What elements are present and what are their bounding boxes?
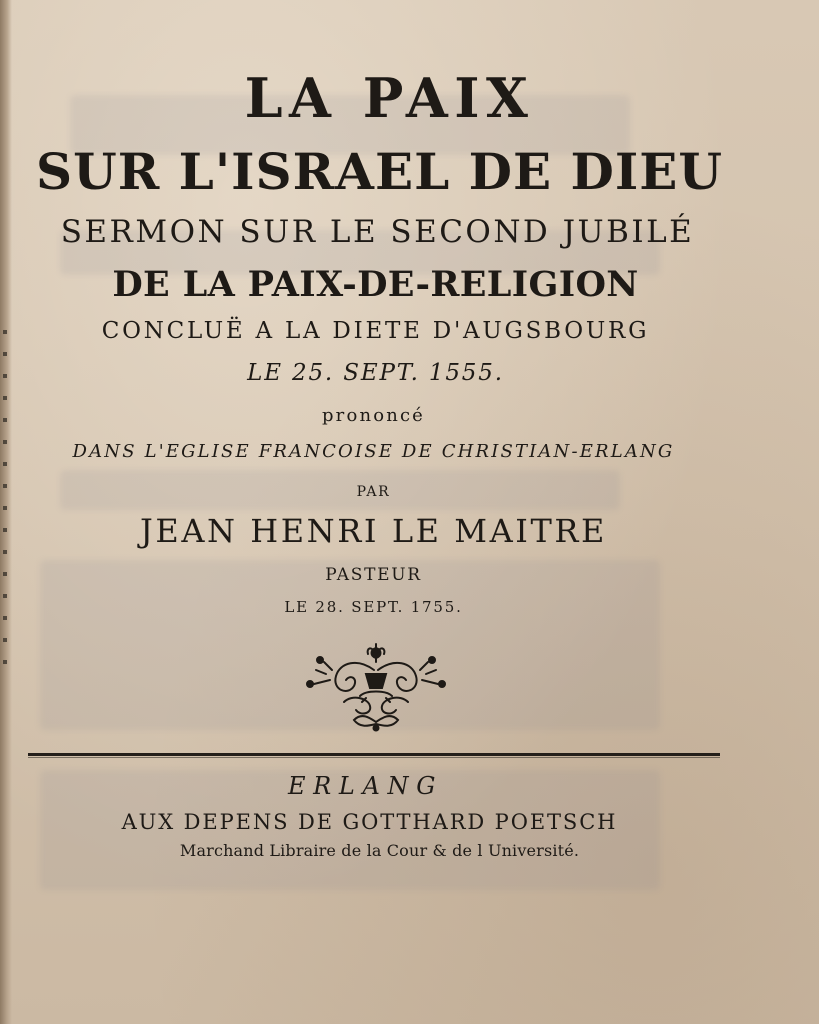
- imprint-publisher-detail: Marchand Libraire de la Cour & de l Université.: [179, 841, 580, 860]
- imprint-publisher: AUX DEPENS DE GOTTHARD POETSCH: [121, 810, 618, 834]
- title-line-2: SUR L'ISRAEL DE DIEU: [36, 142, 723, 201]
- title-line-1: LA PAIX: [244, 66, 535, 130]
- pronounced-label: prononcé: [322, 405, 425, 426]
- horizontal-rule-shadow: [28, 757, 720, 758]
- imprint-city: ERLANG: [287, 772, 444, 800]
- historic-date: LE 25. SEPT. 1555.: [247, 360, 504, 386]
- horizontal-rule: [28, 753, 720, 756]
- by-label: PAR: [356, 484, 391, 500]
- floral-fleuron-icon: [296, 640, 456, 732]
- subtitle-augsbourg: CONCLUË A LA DIETE D'AUGSBOURG: [101, 318, 650, 344]
- church-location: DANS L'EGLISE FRANCOISE DE CHRISTIAN-ERLANG: [72, 441, 675, 462]
- subtitle-sermon: SERMON SUR LE SECOND JUBILÉ: [60, 214, 695, 250]
- subtitle-religion: DE LA PAIX-DE-RELIGION: [112, 264, 639, 305]
- author-role: PASTEUR: [325, 565, 422, 585]
- author-name: JEAN HENRI LE MAITRE: [140, 512, 607, 550]
- sermon-date: LE 28. SEPT. 1755.: [284, 598, 463, 616]
